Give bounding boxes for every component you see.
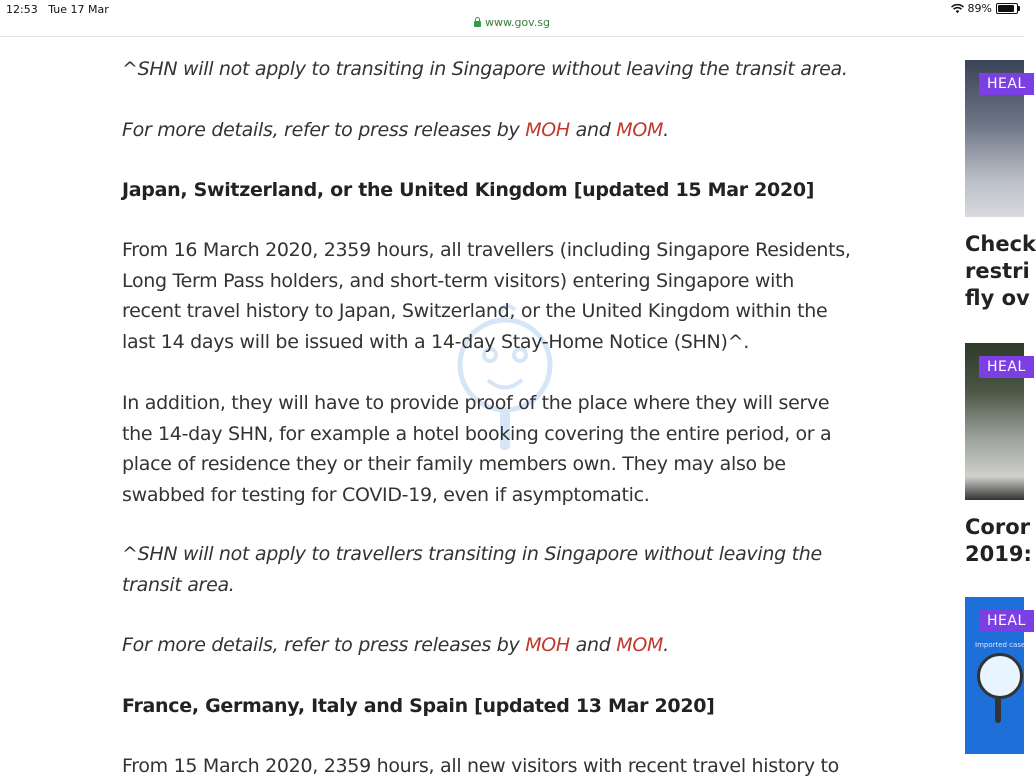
paragraph-line: recent travel history to Japan, Switzerland, or the United Kingdom within the — [122, 300, 828, 322]
title-line: Coror — [965, 515, 1030, 539]
related-articles-sidebar — [965, 60, 1036, 768]
battery-icon — [996, 3, 1018, 14]
paragraph-line: From 16 March 2020, 2359 hours, all travellers (including Singapore Residents, — [122, 239, 851, 261]
link-moh[interactable]: MOH — [525, 119, 570, 141]
related-card-title-1[interactable] — [965, 231, 1036, 312]
press-release-note-2 — [122, 630, 669, 661]
battery-percent: 89% — [967, 2, 992, 15]
paragraph-line: swabbed for testing for COVID-19, even if asymptomatic. — [122, 483, 650, 506]
card-image-caption: Imported case — [975, 641, 1026, 649]
paragraph-line: last 14 days will be issued with a 14-day Stay-Home Notice (SHN)^. — [122, 330, 749, 353]
paragraph-shn-issue — [122, 235, 862, 357]
press-release-and: and — [569, 119, 617, 141]
press-release-and: and — [569, 634, 617, 656]
status-time-date — [6, 3, 109, 16]
paragraph-line: ^SHN will not apply to travellers transiting in Singapore without leaving the — [122, 543, 822, 565]
paragraph-line: place of residence they or their family members own. They may also be — [122, 453, 786, 475]
paragraph-line: the 14-day SHN, for example a hotel booking covering the entire period, or a — [122, 422, 832, 445]
magnifier-handle-icon — [995, 697, 1001, 723]
magnifier-icon — [977, 653, 1023, 699]
link-mom[interactable]: MOM — [616, 634, 664, 656]
status-bar — [0, 0, 1024, 37]
related-card-image-1[interactable] — [965, 60, 1024, 217]
shn-transit-note: ^SHN will not apply to transiting in Singapore without leaving the transit area. — [122, 58, 848, 80]
url-text: www.gov.sg — [484, 16, 551, 29]
related-card-image-2[interactable] — [965, 343, 1024, 500]
paragraph-line: Long Term Pass holders, and short-term visitors) entering Singapore with — [122, 269, 794, 292]
title-line: fly ov — [965, 286, 1030, 310]
press-release-suffix: . — [663, 634, 669, 656]
status-date: Tue 17 Mar — [48, 3, 109, 16]
related-card-image-3[interactable] — [965, 597, 1024, 754]
title-line: restri — [965, 259, 1030, 283]
paragraph-line: In addition, they will have to provide proof of the place where they will serve — [122, 392, 830, 414]
shn-transit-note-2 — [122, 539, 862, 600]
status-time: 12:53 — [6, 3, 38, 16]
lock-icon — [474, 21, 481, 27]
paragraph-line: transit area. — [122, 573, 235, 596]
battery-fill — [998, 5, 1014, 12]
press-release-prefix: For more details, refer to press releases by — [122, 119, 526, 141]
category-tag[interactable]: HEAL — [979, 610, 1034, 632]
wifi-icon — [951, 4, 964, 14]
address-bar[interactable] — [0, 16, 1024, 29]
section-heading-japan: Japan, Switzerland, or the United Kingdom [updated 15 Mar 2020] — [122, 179, 815, 201]
section-heading-france: France, Germany, Italy and Spain [updated 13 Mar 2020] — [122, 695, 715, 717]
status-right — [951, 2, 1018, 15]
paragraph-proof-of-place — [122, 388, 862, 510]
press-release-suffix: . — [663, 119, 669, 141]
press-release-note — [122, 115, 669, 146]
link-moh[interactable]: MOH — [525, 634, 570, 656]
paragraph-partial: From 15 March 2020, 2359 hours, all new visitors with recent travel history to — [122, 755, 840, 777]
press-release-prefix: For more details, refer to press releases by — [122, 634, 526, 656]
category-tag[interactable]: HEAL — [979, 356, 1034, 378]
title-line: 2019: — [965, 542, 1032, 566]
title-line: Check — [965, 232, 1036, 256]
category-tag[interactable]: HEAL — [979, 73, 1034, 95]
related-card-title-2[interactable] — [965, 514, 1032, 568]
link-mom[interactable]: MOM — [616, 119, 664, 141]
